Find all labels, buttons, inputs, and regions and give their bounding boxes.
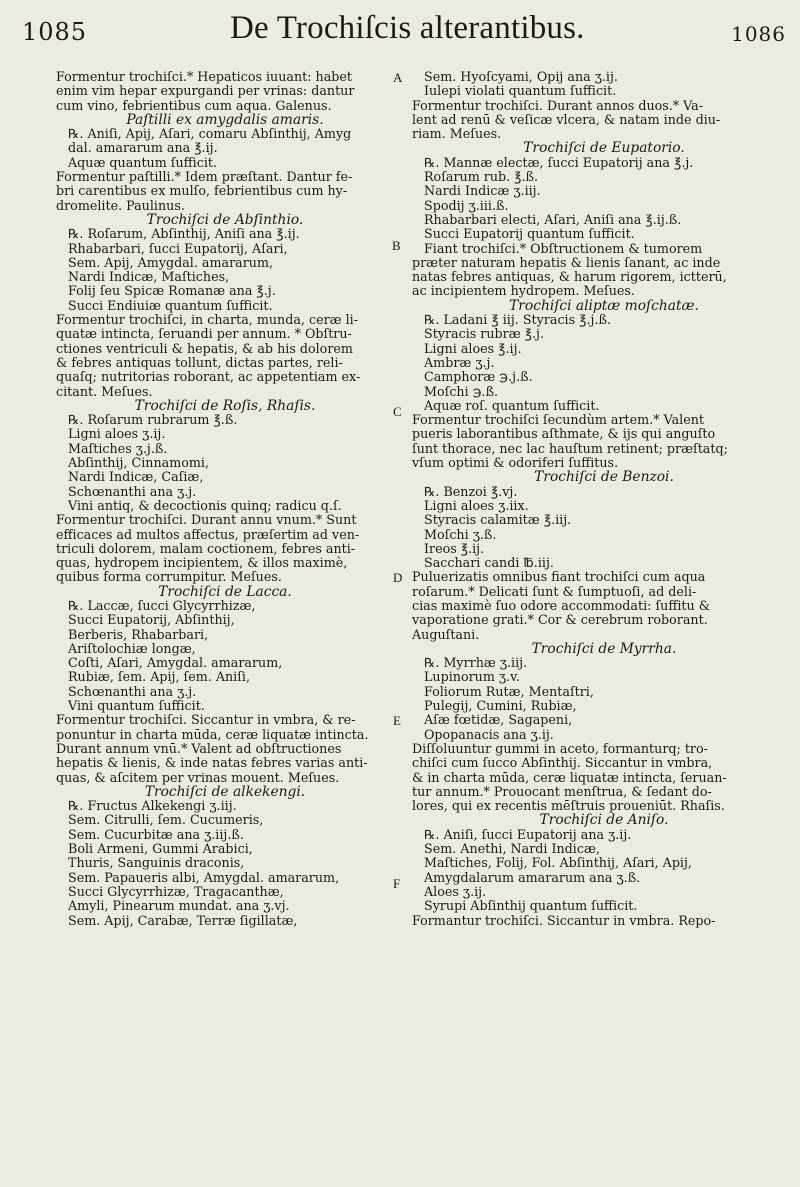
text-line: bri carentibus ex mulſo, febrientibus cum hy-	[56, 184, 348, 199]
text-line: Lupinorum ʒ.v.	[424, 670, 520, 685]
text-line: Formentur trochiſci. Siccantur in vmbra, & re-	[56, 713, 356, 728]
text-line: & in charta mūda, ceræ liquatæ intincta, ſeruan-	[412, 770, 727, 785]
text-line: Ligni aloes ʒ.ij.	[68, 427, 166, 442]
text-line: cias maximè ſuo odore accommodati: ſuffitu &	[412, 598, 710, 613]
text-line: Rhabarbari electi, Aſari, Aniſi ana ℥.ij.ß.	[424, 212, 682, 227]
text-line: quibus forma corrumpitur. Meſues.	[56, 570, 282, 585]
text-line: ℞. Benzoi ℥.vj.	[424, 484, 518, 499]
margin-letter-b: B	[392, 238, 401, 253]
text-line: Aquæ roſ. quantum ſufficit.	[424, 398, 600, 413]
text-line: & febres antiquas tollunt, dictas partes, reli-	[56, 355, 343, 370]
text-line: Sacchari candi ℔.iij.	[424, 556, 554, 571]
text-line: Rubiæ, ſem. Apij, ſem. Aniſi,	[68, 670, 251, 685]
text-line: Nardi Indicæ, Caſiæ,	[68, 470, 204, 485]
text-line: Amyli, Pinearum mundat. ana ʒ.vj.	[68, 899, 290, 914]
text-line: Rhabarbari, ſucci Eupatorij, Aſari,	[68, 241, 288, 256]
text-line: Sem. Anethi, Nardi Indicæ,	[424, 842, 600, 857]
text-line: hepatis & lienis, & inde natas febres varias anti-	[56, 756, 368, 771]
text-line: præter naturam hepatis & lienis ſanant, ac inde	[412, 255, 721, 270]
text-line: triculi dolorem, malam coctionem, febres anti-	[56, 541, 356, 556]
text-line: Diſſoluuntur gummi in aceto, formanturq; tro-	[412, 741, 708, 756]
text-line: Coſti, Aſari, Amygdal. amararum,	[68, 656, 283, 671]
text-line: Formentur trochiſci ſecundùm artem.* Valent	[412, 413, 705, 428]
text-line: ponuntur in charta mūda, ceræ liquatæ intincta.	[56, 727, 369, 742]
text-line: enim vim hepar expurgandi per vrinas: dantur	[56, 84, 355, 99]
text-line: Vini antiq, & decoctionis quinq; radicu q.ſ.	[68, 498, 342, 513]
text-line: Nardi Indicæ, Maſtiches,	[68, 270, 230, 285]
text-line: ℞. Mannæ electæ, ſucci Eupatorij ana ℥.j.	[424, 155, 694, 170]
text-line: Formentur trochiſci.* Hepaticos iuuant: habet	[56, 70, 353, 84]
text-line: Syrupi Abſinthij quantum ſufficit.	[424, 899, 638, 914]
text-line: roſarum.* Delicati ſunt & ſumptuoſi, ad deli-	[412, 584, 697, 599]
text-line: vaporatione grati.* Cor & cerebrum roborant.	[412, 613, 708, 628]
recipe-heading: Trochiſci de Eupatorio.	[523, 141, 685, 156]
text-line: Sem. Hyoſcyami, Opij ana ʒ.ij.	[424, 70, 618, 84]
recipe-heading: Trochiſci de Roſis, Rhaſis.	[134, 398, 316, 414]
recipe-heading: Trochiſci de Myrrha.	[531, 641, 677, 657]
text-line: quatæ intincta, ſeruandi per annum. * Obſtru-	[56, 327, 352, 342]
recipe-heading: Trochiſci de alkekengi.	[144, 784, 306, 800]
text-line: Boli Armeni, Gummi Arabici,	[68, 842, 253, 857]
recipe-heading: Paſtilli ex amygdalis amaris.	[126, 112, 324, 128]
text-line: Succi Endiuiæ quantum ſufficit.	[68, 298, 273, 313]
text-line: Thuris, Sanguinis draconis,	[68, 856, 245, 871]
text-line: Foliorum Rutæ, Mentaſtri,	[424, 684, 594, 699]
text-line: quaſq; nutritorias roborant, ac appetentiam ex-	[56, 370, 361, 385]
text-line: Maſtiches ʒ.j.ß.	[68, 441, 168, 456]
text-line: Pulegij, Cumini, Rubiæ,	[424, 699, 577, 714]
text-line: Moſchi ʒ.ß.	[424, 527, 497, 542]
text-line: Sem. Cucurbitæ ana ʒ.iij.ß.	[68, 827, 244, 842]
text-line: Moſchi ℈.ß.	[424, 384, 499, 399]
text-line: riam. Meſues.	[412, 127, 502, 142]
running-title: De Trochiſcis alterantibus.	[230, 10, 585, 46]
text-line: quas, hydropem incipientem, & illos maximè,	[56, 556, 348, 571]
page-number-right: 1086	[731, 22, 786, 46]
text-line: chiſci cum ſucco Abſinthij. Siccantur in vmbra,	[412, 756, 713, 771]
text-line: Styracis calamitæ ℥.iij.	[424, 513, 572, 528]
text-line: Styracis rubræ ℥.j.	[424, 327, 545, 342]
text-line: ſunt thorace, nec lac hauſtum retinent; præſtatq;	[412, 441, 728, 456]
text-line: ℞. Laccæ, ſucci Glycyrrhizæ,	[68, 598, 256, 613]
recipe-heading: Trochiſci de Abſinthio.	[146, 212, 304, 228]
text-line: ℞. Fructus Alkekengi ʒ.iij.	[68, 799, 237, 814]
margin-letter-a: A	[393, 70, 403, 85]
page-number-left: 1085	[22, 18, 88, 46]
text-line: ℞. Roſarum, Abſinthij, Aniſi ana ℥.ij.	[68, 227, 300, 242]
text-line: ac incipientem hydropem. Meſues.	[412, 284, 635, 299]
text-line: dromelite. Paulinus.	[56, 198, 185, 213]
text-line: ℞. Aniſi, ſucci Eupatorij ana ʒ.ij.	[424, 827, 632, 842]
text-line: Abſinthij, Cinnamomi,	[68, 456, 209, 471]
text-line: Ligni aloes ℥.ij.	[424, 341, 522, 356]
text-line: Maſtiches, Folij, Fol. Abſinthij, Aſari, Apij,	[424, 856, 692, 871]
text-line: Amygdalarum amararum ana ʒ.ß.	[424, 870, 641, 885]
text-line: Ligni aloes ʒ.iix.	[424, 498, 529, 513]
text-line: Formantur trochiſci. Siccantur in vmbra. Repo-	[412, 913, 716, 928]
text-line: ℞. Aniſi, Apij, Aſari, comaru Abſinthij, Amyg	[68, 127, 352, 142]
text-line: Aſæ fœtidæ, Sagapeni,	[424, 713, 573, 728]
text-line: ℞. Ladani ℥ iij. Styracis ℥.j.ß.	[424, 313, 611, 328]
text-line: Vini quantum ſufficit.	[68, 699, 205, 714]
text-line: Formentur trochiſci. Durant annu vnum.* Sunt	[56, 513, 357, 528]
text-line: natas febres antiquas, & harum rigorem, ictterū,	[412, 270, 727, 285]
text-line: ctiones ventriculi & hepatis, & ab his dolorem	[56, 341, 353, 356]
margin-letter-e: E	[393, 713, 401, 728]
text-line: Auguſtani.	[412, 627, 480, 642]
text-line: Sem. Apij, Amygdal. amararum,	[68, 255, 274, 270]
text-line: ℞. Myrrhæ ʒ.iij.	[424, 656, 528, 671]
text-line: Berberis, Rhabarbari,	[68, 627, 209, 642]
text-line: Succi Eupatorij, Abſinthij,	[68, 613, 235, 628]
recipe-heading: Trochiſci de Benzoi.	[534, 470, 674, 485]
margin-letter-d: D	[393, 570, 403, 585]
left-column	[56, 70, 394, 1170]
text-line: Succi Eupatorij quantum ſufficit.	[424, 227, 635, 242]
text-line: pueris laborantibus aſthmate, & ijs qui anguſto	[412, 427, 716, 442]
recipe-heading: Trochiſci de Lacca.	[158, 584, 292, 599]
text-line: ℞. Roſarum rubrarum ℥.ß.	[68, 413, 238, 428]
text-line: Formentur paſtilli.* Idem præſtant. Dantur fe-	[56, 170, 353, 185]
recipe-heading: Trochiſci de Aniſo.	[539, 813, 669, 828]
text-line: efficaces ad multos affectus, præſertim ad ven-	[56, 527, 360, 542]
text-line: lent ad renū & veſicæ vlcera, & natam inde diu-	[412, 112, 721, 127]
text-line: Durant annum vnū.* Valent ad obſtructiones	[56, 741, 342, 756]
text-line: Sem. Papaueris albi, Amygdal. amararum,	[68, 870, 340, 885]
margin-letter-f: F	[393, 876, 401, 891]
text-line: Ambræ ʒ.j.	[424, 355, 495, 370]
text-line: Sem. Apij, Carabæ, Terræ ſigillatæ,	[68, 913, 298, 928]
text-line: Nardi Indicæ ʒ.iij.	[424, 184, 541, 199]
text-line: Aquæ quantum ſufficit.	[68, 155, 218, 170]
text-line: Roſarum rub. ℥.ß.	[424, 170, 539, 185]
text-line: cum vino, febrientibus cum aqua. Galenus.	[56, 98, 332, 113]
text-line: Schœnanthi ana ʒ.j.	[68, 484, 197, 499]
text-line: Folij ſeu Spicæ Romanæ ana ℥.j.	[68, 284, 276, 299]
text-line: tur annum.* Prouocant menſtrua, & ſedant do-	[412, 784, 712, 799]
right-column	[412, 70, 796, 1170]
text-line: Spodij ʒ.iii.ß.	[424, 198, 509, 213]
text-line: Opopanacis ana ʒ.ij.	[424, 727, 554, 742]
running-header	[0, 10, 800, 60]
text-line: Fiant trochiſci.* Obſtructionem & tumorem	[424, 241, 703, 256]
text-line: Puluerizatis omnibus fiant trochiſci cum aqua	[412, 570, 706, 585]
text-line: quas, & aſcitem per vrinas mouent. Meſues.	[56, 770, 340, 785]
margin-letter-c: C	[393, 404, 402, 419]
text-line: citant. Meſues.	[56, 384, 153, 399]
text-line: Iulepi violati quantum ſufficit.	[424, 84, 617, 99]
text-line: dal. amararum ana ℥.ij.	[68, 141, 218, 156]
text-line: vſum optimi & odoriferi ſuffitus.	[412, 456, 619, 471]
text-line: Ariſtolochiæ longæ,	[68, 641, 196, 656]
text-line: Ireos ℥.ij.	[424, 541, 485, 556]
text-line: Formentur trochiſci, in charta, munda, ceræ li-	[56, 313, 359, 328]
text-line: Aloes ʒ.ij.	[424, 884, 487, 899]
text-line: Schœnanthi ana ʒ.j.	[68, 684, 197, 699]
text-line: Succi Glycyrrhizæ, Tragacanthæ,	[68, 884, 284, 899]
text-line: lores, qui ex recentis mēſtruis proueniūt. Rhaſis.	[412, 799, 725, 814]
text-line: Formentur trochiſci. Durant annos duos.* Va-	[412, 98, 704, 113]
text-line: Sem. Citrulli, ſem. Cucumeris,	[68, 813, 264, 828]
text-line: Camphoræ ℈.j.ß.	[424, 370, 533, 385]
recipe-heading: Trochiſci aliptæ moſchatæ.	[509, 298, 699, 314]
